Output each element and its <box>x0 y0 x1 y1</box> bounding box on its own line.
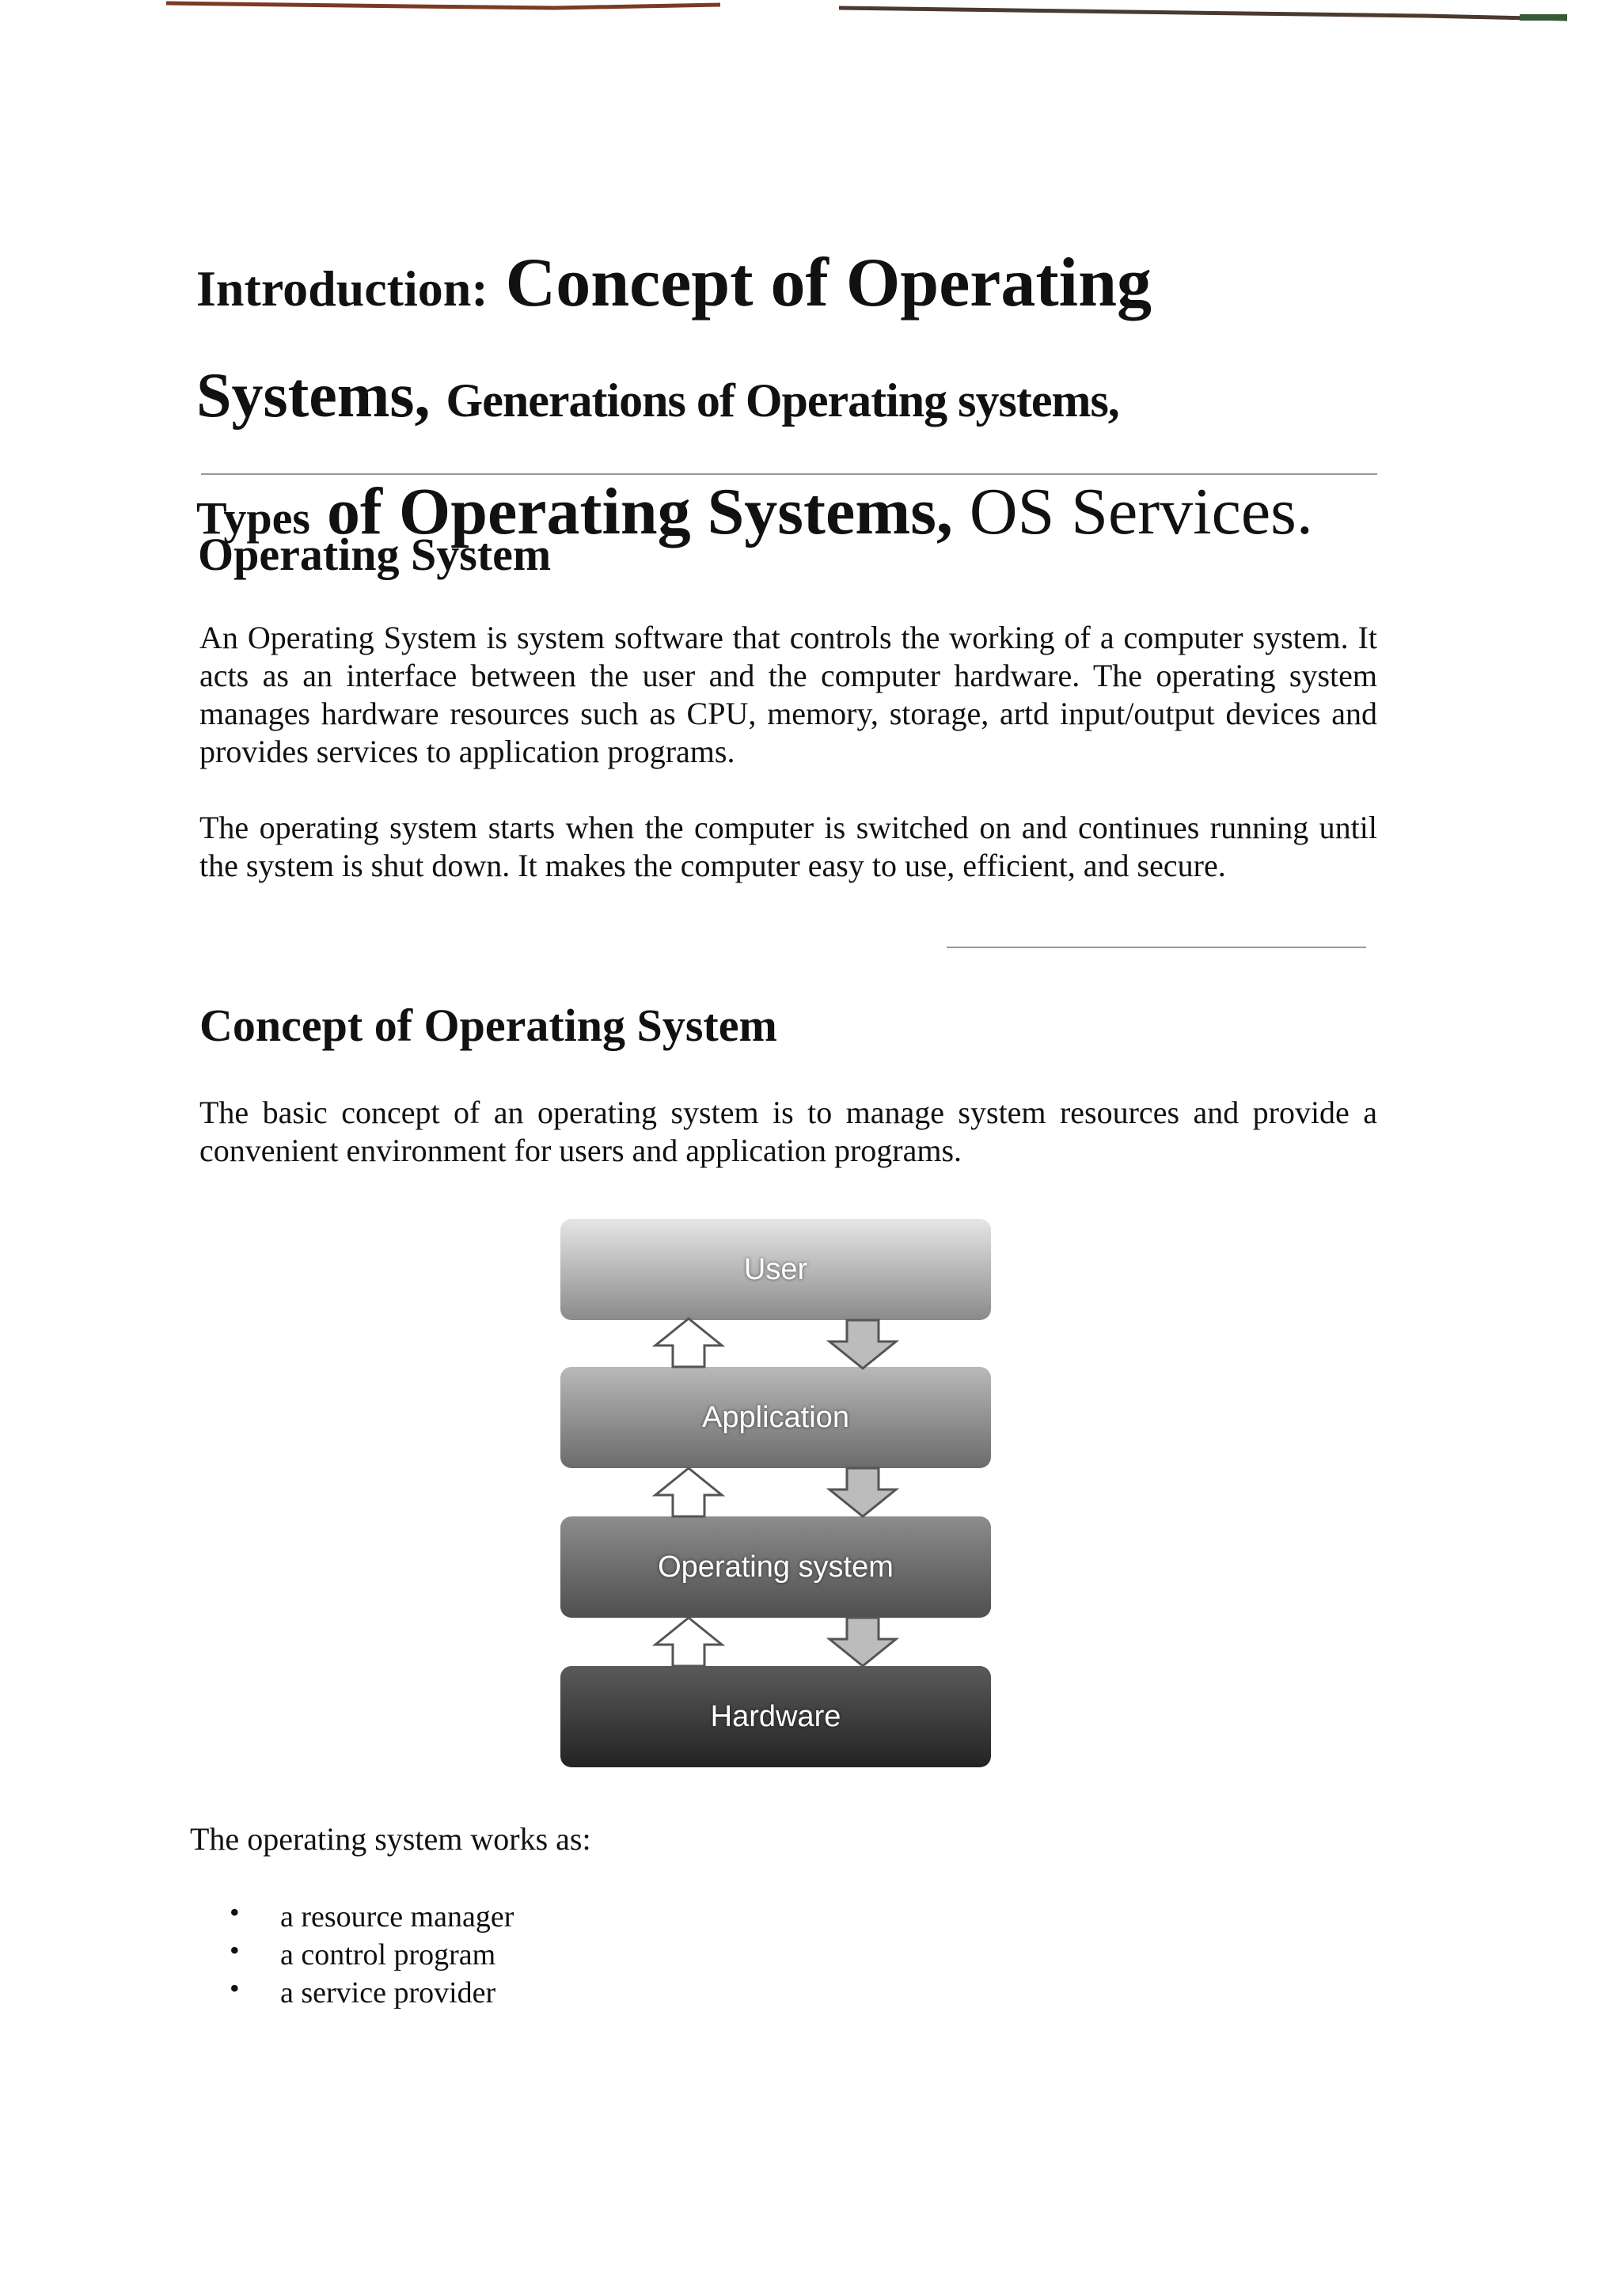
intro-paragraph-2 <box>199 809 1377 885</box>
short-divider <box>947 947 1366 948</box>
list-item-text: a resource manager <box>280 1900 514 1934</box>
heading-systems-text: Systems, <box>196 361 431 431</box>
layer-user: User <box>560 1219 991 1320</box>
list-item <box>230 1974 514 2012</box>
list-item-text: a control program <box>280 1938 496 1972</box>
layer-hardware: Hardware <box>560 1666 991 1767</box>
layer-operating-system: Operating system <box>560 1516 991 1618</box>
concept-paragraph <box>199 1094 1377 1170</box>
layer-arrows <box>554 1219 997 1777</box>
operating-system-subheading: Operating System <box>198 529 552 580</box>
down-arrow-icon <box>829 1468 896 1516</box>
heading-divider <box>201 473 1377 475</box>
list-item-text: a service provider <box>280 1976 496 2009</box>
os-layers-diagram <box>554 1219 997 1777</box>
heading-os-services-text: OS Services. <box>969 475 1313 548</box>
concept-section-title: Concept of Operating System <box>199 1000 777 1051</box>
heading-line-2 <box>196 361 1119 431</box>
down-arrow-icon <box>829 1618 896 1666</box>
bullet-icon: • <box>230 1934 240 1966</box>
heading-line-1 <box>196 245 1152 321</box>
heading-generations-text: Generations of Operating systems, <box>446 374 1119 427</box>
intro-paragraph-1-text: An Operating System is system software that controls the working of a computer system. It acts as an interface between the user and the computer hardware. The operating system manages hardware resources such as CPU, memory, storage, artd input/output devices and provides services to application programs. <box>199 620 1377 769</box>
layer-application: Application <box>560 1367 991 1468</box>
heading-types-of-os-text: of Operating Systems, <box>326 475 953 548</box>
heading-concept-text: Concept of Operating <box>505 245 1152 321</box>
down-arrow-icon <box>829 1320 896 1368</box>
list-item <box>230 1936 514 1974</box>
up-arrow-icon <box>655 1618 722 1666</box>
heading-types-text: Types <box>196 492 310 544</box>
bullet-icon: • <box>230 1896 240 1928</box>
intro-paragraph-1 <box>199 619 1377 771</box>
bullet-icon: • <box>230 1972 240 2004</box>
up-arrow-icon <box>655 1468 722 1516</box>
up-arrow-icon <box>655 1319 722 1367</box>
top-decorative-rule <box>0 0 1621 32</box>
concept-paragraph-text: The basic concept of an operating system is to manage system resources and provide a convenient environment for users and application programs. <box>199 1095 1377 1168</box>
intro-paragraph-2-text: The operating system starts when the computer is switched on and continues running until the system is shut down. It makes the computer easy to use, efficient, and secure. <box>199 810 1377 883</box>
heading-intro-label: Introduction: <box>196 260 488 317</box>
works-as-list <box>230 1898 514 2012</box>
list-item <box>230 1898 514 1936</box>
works-as-intro: The operating system works as: <box>190 1821 591 1857</box>
